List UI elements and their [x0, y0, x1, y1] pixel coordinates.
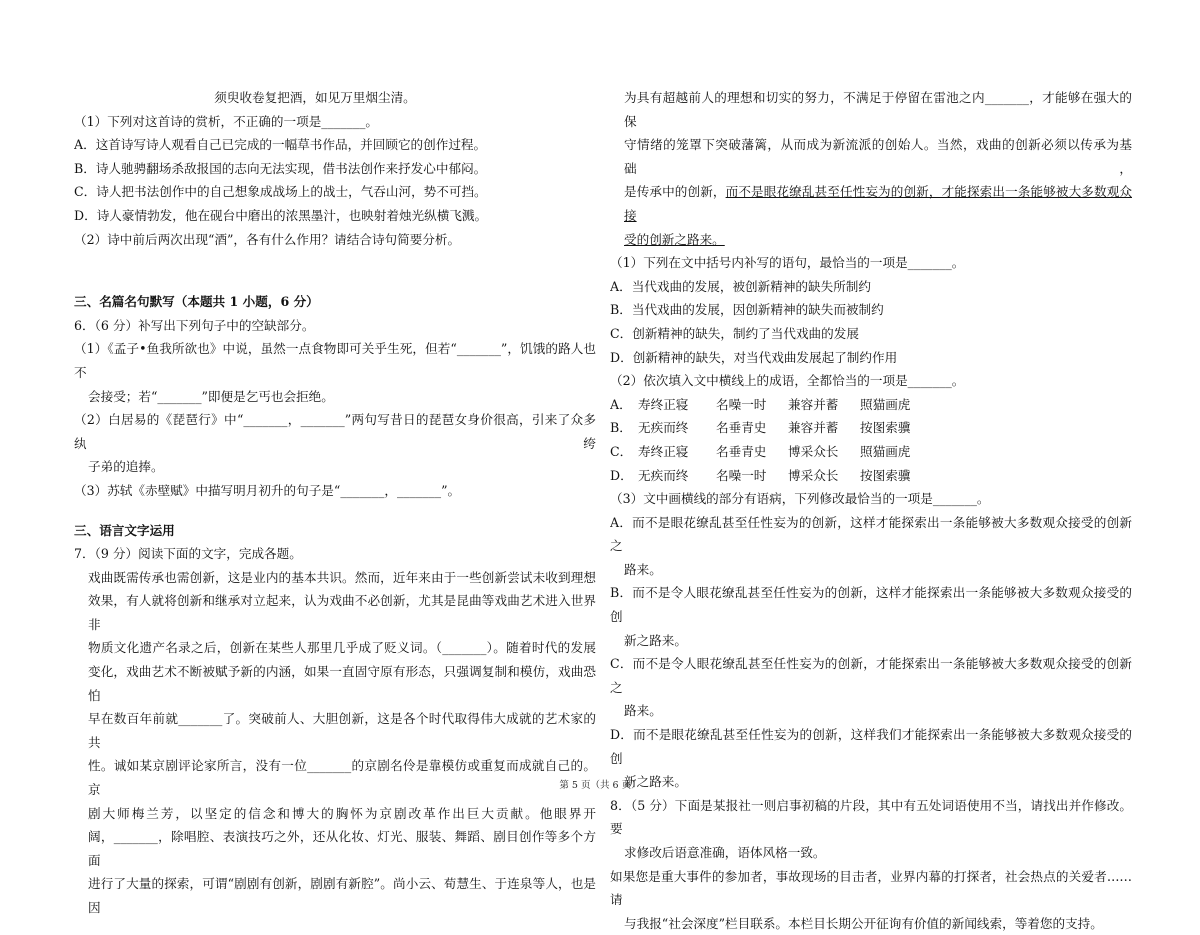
idiom: 博采众长	[788, 467, 839, 483]
idiom: 名垂青史	[716, 443, 767, 459]
idiom-option-a	[610, 393, 1132, 417]
idiom: 无疾而终	[638, 420, 689, 436]
passage-line: 变化，戏曲艺术不断被赋予新的内涵，如果一直固守原有形态，只强调复制和模仿，戏曲恐怕	[88, 664, 596, 703]
passage-line: 阔，_______，除唱腔、表演技巧之外，还从化妆、灯光、服装、舞蹈、剧目创作等多个方面	[88, 829, 596, 868]
option-c-cont: 路来。	[624, 703, 662, 719]
idiom: 按图索骥	[860, 420, 911, 436]
idiom-option-b	[610, 416, 1132, 440]
option-d: D．而不是眼花缭乱甚至任性妄为的创新，这样我们才能探索出一条能够被大多数观众接受的创	[610, 727, 1132, 766]
page-number: 第 5 页（共 6 页）	[559, 780, 641, 791]
question-6-2-line1: （2）白居易的《琵琶行》中“_______，_______”两句写昔日的琵琶女身价很高，引来了众多纨绔	[74, 412, 596, 451]
passage-line: 性。诚如某京剧评论家所言，没有一位_______的京剧名伶是靠模仿或重复而成就自己的。京	[88, 758, 596, 798]
option-a: A．这首诗写诗人观看自己已完成的一幅草书作品，并回顾它的创作过程。	[74, 137, 487, 153]
option-d: D．创新精神的缺失，对当代戏曲发展起了制约作用	[610, 349, 898, 365]
option-a: A．当代戏曲的发展，被创新精神的缺失所制约	[610, 278, 871, 294]
idiom-options	[610, 393, 1132, 487]
idiom: 兼容并蓄	[788, 420, 839, 436]
passage-line: 剧大师梅兰芳，以坚定的信念和博大的胸怀为京剧改革作出巨大贡献。他眼界开	[88, 805, 596, 821]
question-6-1-line1: （1）《孟子•鱼我所欲也》中说，虽然一点食物即可关乎生死，但若“_______”，饥饿的路人也不	[74, 341, 596, 380]
notice-text: 如果您是重大事件的参加者，事故现场的目击者，业界内幕的打探者，社会热点的关爱者……请	[610, 868, 1132, 908]
question-6-2-line2: 子弟的追捧。	[88, 459, 164, 475]
passage-line	[610, 228, 1132, 252]
passage-line: 戏曲既需传承也需创新，这是业内的基本共识。然而，近年来由于一些创新尝试未收到理想	[88, 569, 596, 585]
left-column	[74, 86, 596, 920]
question-8-cont: 求修改后语意准确，语体风格一致。	[624, 845, 826, 860]
option-b: B．而不是令人眼花缭乱甚至任性妄为的创新，这样才能探索出一条能够被大多数观众接受的创	[610, 585, 1132, 625]
question-1: （1）下列对这首诗的赏析，不正确的一项是_______。	[74, 113, 378, 129]
option-a: A．而不是眼花缭乱甚至任性妄为的创新，这样才能探索出一条能够被大多数观众接受的创新之	[610, 514, 1132, 554]
notice-text-cont: 与我报“社会深度”栏目联系。本栏目长期公开征询有价值的新闻线索，等着您的支持。	[624, 915, 1103, 931]
idiom: 照猫画虎	[860, 396, 911, 412]
option-label: D．	[610, 467, 633, 483]
option-c: C．而不是令人眼花缭乱甚至任性妄为的创新，才能探索出一条能够被大多数观众接受的创新之	[610, 656, 1132, 695]
idiom: 名噪一时	[716, 396, 767, 412]
section-4-title: 三、语言文字运用	[74, 522, 175, 538]
underlined-sentence: 受的创新之路来。	[624, 231, 725, 247]
idiom: 兼容并蓄	[788, 396, 839, 412]
option-b: B．诗人驰骋翻场杀敌报国的志向无法实现，借书法创作来抒发心中郁闷。	[74, 160, 487, 176]
option-d-cont: 新之路来。	[624, 774, 687, 790]
question-8: 8．（5 分）下面是某报社一则启事初稿的片段，其中有五处词语使用不当，请找出并作修改。要	[610, 797, 1132, 837]
idiom: 名垂青史	[716, 420, 767, 436]
idiom: 寿终正寝	[638, 396, 689, 412]
question-7: 7．（9 分）阅读下面的文字，完成各题。	[74, 546, 302, 562]
idiom: 博采众长	[788, 443, 839, 459]
question-7-2: （2）依次填入文中横线上的成语，全都恰当的一项是_______。	[610, 373, 965, 389]
passage-line: 为具有超越前人的理想和切实的努力，不满足于停留在雷池之内_______，才能够在强大的保	[624, 90, 1132, 129]
passage-line	[610, 180, 1132, 227]
passage-line: 守情绪的笼罩下突破藩篱，从而成为新流派的创始人。当然，戏曲的创新必须以传承为基础，	[624, 137, 1132, 176]
option-c: C．创新精神的缺失，制约了当代戏曲的发展	[610, 325, 859, 341]
question-7-1: （1）下列在文中括号内补写的语句，最恰当的一项是_______。	[610, 255, 965, 271]
poem-line: 须臾收卷复把酒，如见万里烟尘清。	[214, 90, 416, 105]
passage-text: 是传承中的创新，	[624, 184, 726, 200]
answer-space	[74, 251, 596, 274]
question-7-3: （3）文中画横线的部分有语病，下列修改最恰当的一项是_______。	[610, 491, 990, 507]
idiom: 按图索骥	[860, 467, 911, 483]
option-d: D．诗人豪情勃发，他在砚台中磨出的浓黑墨汁，也映射着烛光纵横飞溅。	[74, 207, 488, 223]
question-6: 6．（6 分）补写出下列句子中的空缺部分。	[74, 317, 315, 333]
question-6-3: （3）苏轼《赤壁赋》中描写明月初升的句子是“_______，_______”。	[74, 482, 461, 498]
option-b: B．当代戏曲的发展，因创新精神的缺失而被制约	[610, 302, 884, 318]
option-label: B．	[610, 420, 632, 436]
passage-line: 进行了大量的探索，可谓“剧剧有创新，剧剧有新腔”。尚小云、荀慧生、于连泉等人，也是因	[88, 876, 596, 915]
option-label: A．	[610, 396, 632, 412]
idiom: 照猫画虎	[860, 443, 911, 459]
idiom-option-d	[610, 464, 1132, 488]
question-6-1-line2: 会接受；若“_______”即便是乞丐也会拒绝。	[88, 388, 334, 404]
idiom: 名噪一时	[716, 467, 767, 483]
passage-line: 早在数百年前就_______了。突破前人、大胆创新，这是各个时代取得伟大成就的艺术家的共	[88, 711, 596, 750]
section-3-title: 三、名篇名句默写（本题共 1 小题，6 分）	[74, 294, 319, 310]
passage-line: 物质文化遗产名录之后，创新在某些人那里几乎成了贬义词。（_______）。随着时代的发展	[88, 640, 596, 656]
option-c: C．诗人把书法创作中的自己想象成战场上的战士，气吞山河，势不可挡。	[74, 184, 487, 200]
passage-line: 效果，有人就将创新和继承对立起来，认为戏曲不必创新，尤其是昆曲等戏曲艺术进入世界非	[88, 593, 596, 632]
question-2: （2）诗中前后两次出现“酒”，各有什么作用？请结合诗句简要分析。	[74, 231, 461, 247]
option-b-cont: 新之路来。	[624, 632, 687, 648]
idiom: 无疾而终	[638, 467, 689, 483]
right-column	[610, 86, 1132, 935]
underlined-sentence: 而不是眼花缭乱甚至任性妄为的创新，才能探索出一条能够被大多数观众接	[624, 184, 1132, 223]
idiom-option-c	[610, 440, 1132, 464]
option-label: C．	[610, 443, 633, 459]
option-a-cont: 路来。	[624, 561, 662, 577]
idiom: 寿终正寝	[638, 443, 689, 459]
